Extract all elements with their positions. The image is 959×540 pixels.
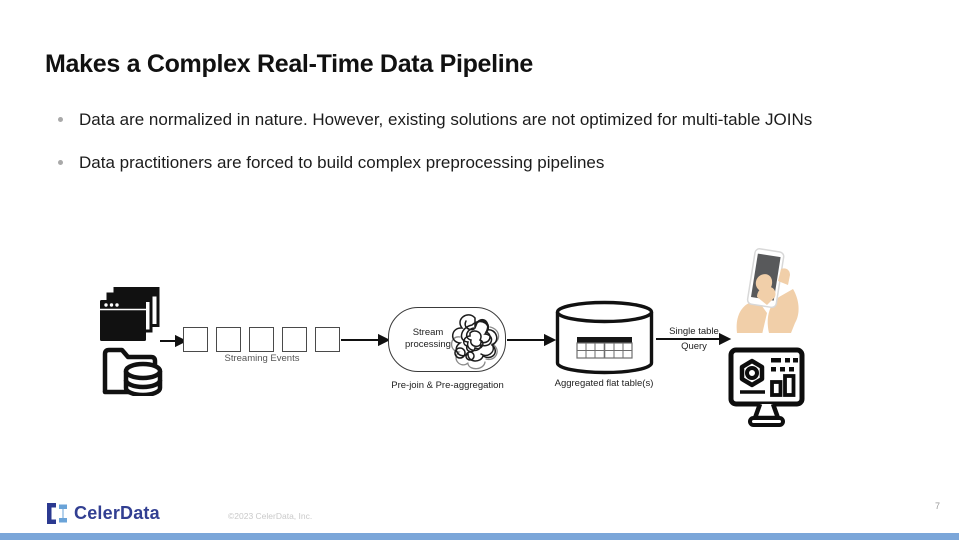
tangle-scribble-icon (446, 309, 504, 371)
accent-bar (0, 533, 959, 540)
streaming-events-label: Streaming Events (224, 353, 300, 364)
event-box (183, 327, 208, 352)
page-number: 7 (934, 501, 940, 511)
query-label-line1: Single table (669, 326, 719, 337)
event-box (249, 327, 274, 352)
event-box (282, 327, 307, 352)
aggregated-table-label: Aggregated flat table(s) (554, 378, 654, 389)
query-label-line2: Query (681, 341, 707, 352)
bullet-text: Data practitioners are forced to build complex preprocessing pipelines (79, 153, 605, 172)
phone-in-hands-icon (731, 247, 803, 333)
page-title: Makes a Complex Real-Time Data Pipeline (45, 50, 534, 78)
event-box (315, 327, 340, 352)
stream-processing-label: Stream processing (405, 327, 451, 350)
folder-database-icon (99, 341, 167, 396)
copyright-text: ©2023 CelerData, Inc. (228, 511, 313, 521)
stacked-windows-icon (99, 287, 161, 343)
bullet-text: Data are normalized in nature. However, existing solutions are not optimized for multi-table JOINs (79, 110, 813, 129)
table-grid-icon (577, 337, 632, 358)
flat-table-store-icon (554, 300, 655, 376)
celerdata-logo-icon (47, 503, 69, 524)
prejoin-label: Pre-join & Pre-aggregation (391, 380, 504, 391)
dashboard-monitor-icon (727, 346, 806, 430)
logo-wordmark: CelerData (74, 503, 160, 523)
event-box (216, 327, 241, 352)
